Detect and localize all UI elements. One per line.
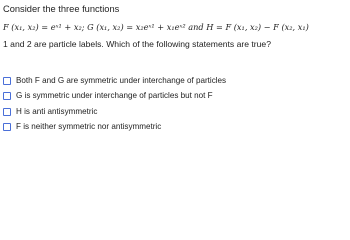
answer-option-3[interactable] (3, 104, 343, 120)
answer-option-1[interactable] (3, 73, 343, 89)
answer-option-label: G is symmetric under interchange of particles but not F (16, 91, 213, 101)
checkbox-icon[interactable] (3, 123, 11, 131)
question-note: 1 and 2 are particle labels. Which of the following statements are true? (3, 39, 271, 49)
answer-option-4[interactable] (3, 120, 343, 136)
checkbox-icon[interactable] (3, 108, 11, 116)
answer-option-2[interactable] (3, 89, 343, 105)
checkbox-icon[interactable] (3, 92, 11, 100)
question-block (3, 0, 348, 50)
answer-option-label: F is neither symmetric nor antisymmetric (16, 122, 162, 132)
answer-option-label: H is anti antisymmetric (16, 106, 98, 116)
question-intro: Consider the three functions (3, 4, 120, 14)
answer-option-label: Both F and G are symmetric under interchange of particles (16, 75, 227, 85)
question-formula: F (x₁, x₂) = eˣ¹ + x₂; G (x₁, x₂) = x₂eˣ¹ + x₁eˣ² and H = F (x₁, x₂) − F (x₂, x₁) (3, 22, 309, 32)
checkbox-icon[interactable] (3, 77, 11, 85)
answer-options (3, 73, 343, 135)
